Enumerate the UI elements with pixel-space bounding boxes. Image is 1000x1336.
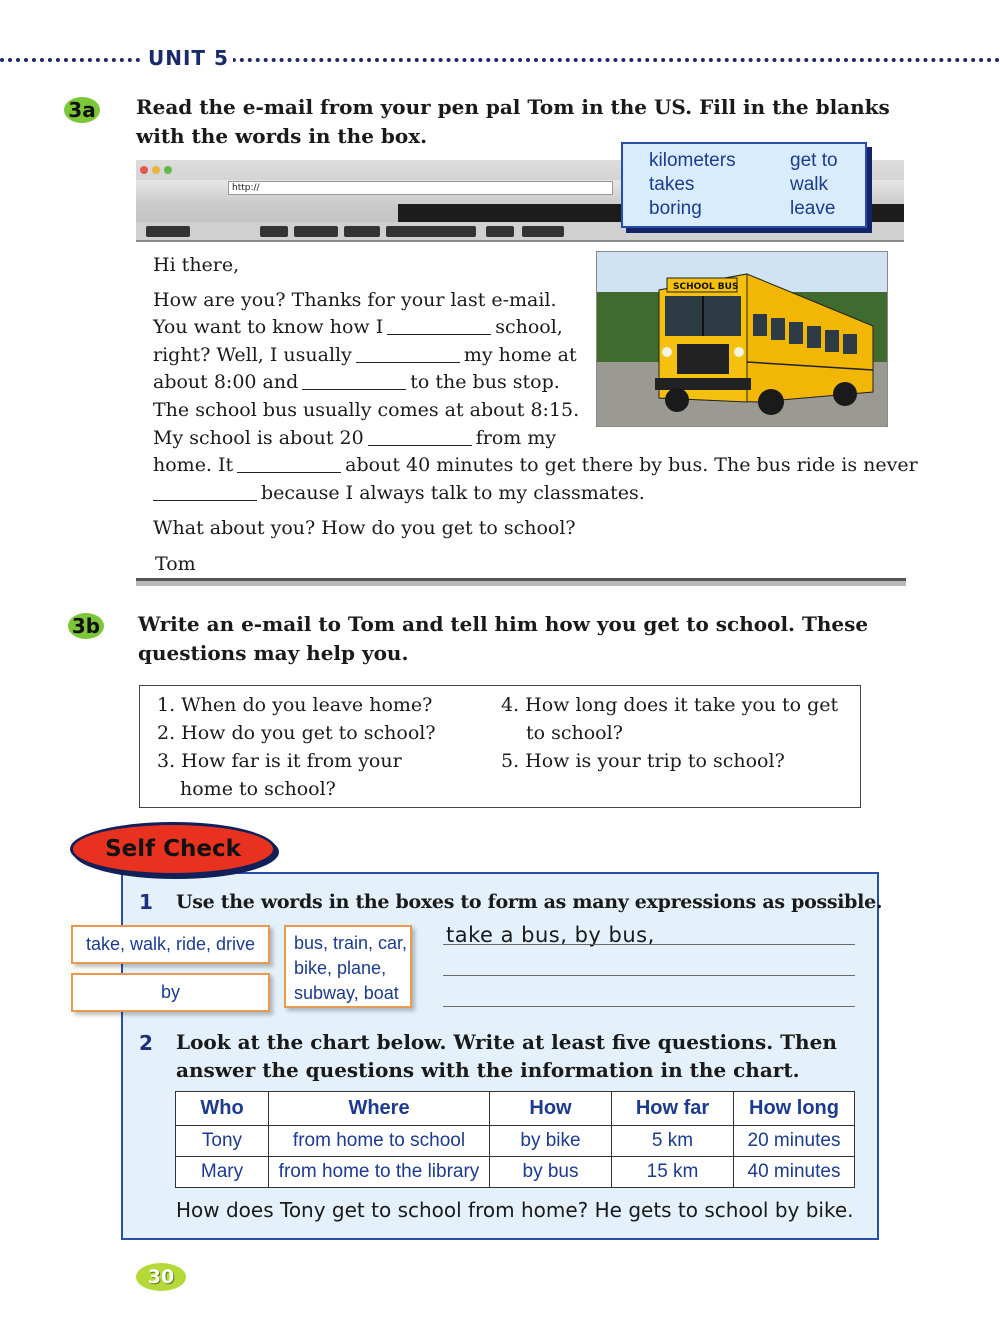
email-line: You want to know how I school, <box>153 316 563 338</box>
bus-sign: SCHOOL BUS <box>673 282 739 292</box>
email-bottom-rule <box>136 578 906 586</box>
cell-who: Mary <box>176 1157 269 1188</box>
question-4: 4. How long does it take you to get <box>501 694 839 716</box>
blank-6[interactable] <box>153 482 257 501</box>
col-header-how-far: How far <box>612 1092 734 1126</box>
email-line: home. It about 40 minutes to get there by bus. The bus ride is never <box>153 454 918 476</box>
browser-button[interactable] <box>260 226 288 237</box>
task-2-number: 2 <box>139 1031 153 1055</box>
badge-3a: 3a <box>64 97 100 123</box>
word: leave <box>790 198 836 219</box>
cell-how: by bike <box>490 1126 612 1157</box>
question-5: 5. How is your trip to school? <box>501 750 785 772</box>
header-dots-left <box>0 58 140 62</box>
answer-line[interactable] <box>443 975 855 976</box>
col-header-where: Where <box>269 1092 490 1126</box>
table-row <box>176 1126 855 1157</box>
task-1-number: 1 <box>139 890 153 914</box>
question-2: 2. How do you get to school? <box>157 722 436 744</box>
col-header-who: Who <box>176 1092 269 1126</box>
url-bar[interactable]: http:// <box>228 181 613 195</box>
task-1-instruction: Use the words in the boxes to form as many expressions as possible. <box>176 891 883 913</box>
task-2-instruction: Look at the chart below. Write at least five questions. Then answer the questions with the information in the chart. <box>176 1030 837 1082</box>
unit-title: UNIT 5 <box>144 46 233 70</box>
answer-line[interactable] <box>443 1006 855 1007</box>
badge-3b: 3b <box>68 613 104 639</box>
browser-button[interactable] <box>522 226 564 237</box>
word: takes <box>649 174 695 195</box>
browser-button[interactable] <box>344 226 380 237</box>
blank-3[interactable] <box>302 371 406 390</box>
cell-who: Tony <box>176 1126 269 1157</box>
self-check-title: Self Check <box>70 822 276 876</box>
word: walk <box>790 174 829 195</box>
minimize-light <box>152 166 160 174</box>
browser-button[interactable] <box>146 226 190 237</box>
blank-4[interactable] <box>368 427 472 446</box>
travel-chart <box>175 1091 855 1188</box>
word-box-by: by <box>71 973 270 1012</box>
answer-line[interactable] <box>443 944 855 945</box>
word-box <box>621 142 867 228</box>
email-signature: Tom <box>155 553 196 575</box>
handwritten-example: take a bus, by bus, <box>446 923 655 947</box>
email-line: right? Well, I usually my home at <box>153 344 577 366</box>
maximize-light <box>164 166 172 174</box>
email-line: My school is about 20 from my <box>153 427 557 449</box>
word: boring <box>649 198 702 219</box>
browser-button[interactable] <box>486 226 514 237</box>
col-header-how: How <box>490 1092 612 1126</box>
email-line: The school bus usually comes at about 8:15. <box>153 399 580 421</box>
email-line: How are you? Thanks for your last e-mail. <box>153 289 557 311</box>
cell-where: from home to school <box>269 1126 490 1157</box>
table-row <box>176 1157 855 1188</box>
question-1: 1. When do you leave home? <box>157 694 433 716</box>
blank-2[interactable] <box>356 344 460 363</box>
col-header-how-long: How long <box>734 1092 855 1126</box>
browser-button[interactable] <box>294 226 338 237</box>
handwritten-answer-example: How does Tony get to school from home? He gets to school by bike. <box>176 1198 854 1222</box>
browser-button[interactable] <box>386 226 476 237</box>
word-box-verbs: take, walk, ride, drive <box>71 925 270 964</box>
cell-how: by bus <box>490 1157 612 1188</box>
cell-how-long: 40 minutes <box>734 1157 855 1188</box>
email-line: What about you? How do you get to school? <box>153 517 576 539</box>
cell-how-long: 20 minutes <box>734 1126 855 1157</box>
blank-1[interactable] <box>387 316 491 335</box>
question-3: 3. How far is it from your <box>157 750 402 772</box>
cell-how-far: 15 km <box>612 1157 734 1188</box>
cell-how-far: 5 km <box>612 1126 734 1157</box>
email-greeting: Hi there, <box>153 254 240 276</box>
cell-where: from home to the library <box>269 1157 490 1188</box>
close-light <box>140 166 148 174</box>
header-dots-right <box>216 58 1000 62</box>
email-line: because I always talk to my classmates. <box>153 482 645 504</box>
email-line: about 8:00 and to the bus stop. <box>153 371 560 393</box>
page-number: 30 <box>136 1263 186 1291</box>
blank-5[interactable] <box>237 454 341 473</box>
instruction-3a: Read the e-mail from your pen pal Tom in the US. Fill in the blanks with the words in the box. <box>136 95 890 148</box>
school-bus-image <box>596 251 888 427</box>
word: kilometers <box>649 150 736 171</box>
question-4-cont: to school? <box>526 722 623 744</box>
question-3-cont: home to school? <box>180 778 336 800</box>
instruction-3b: Write an e-mail to Tom and tell him how you get to school. These questions may help you. <box>138 612 869 665</box>
chart-header-row <box>176 1092 855 1126</box>
word-box-transport: bus, train, car, bike, plane, subway, boat <box>284 925 412 1008</box>
word: get to <box>790 150 838 171</box>
